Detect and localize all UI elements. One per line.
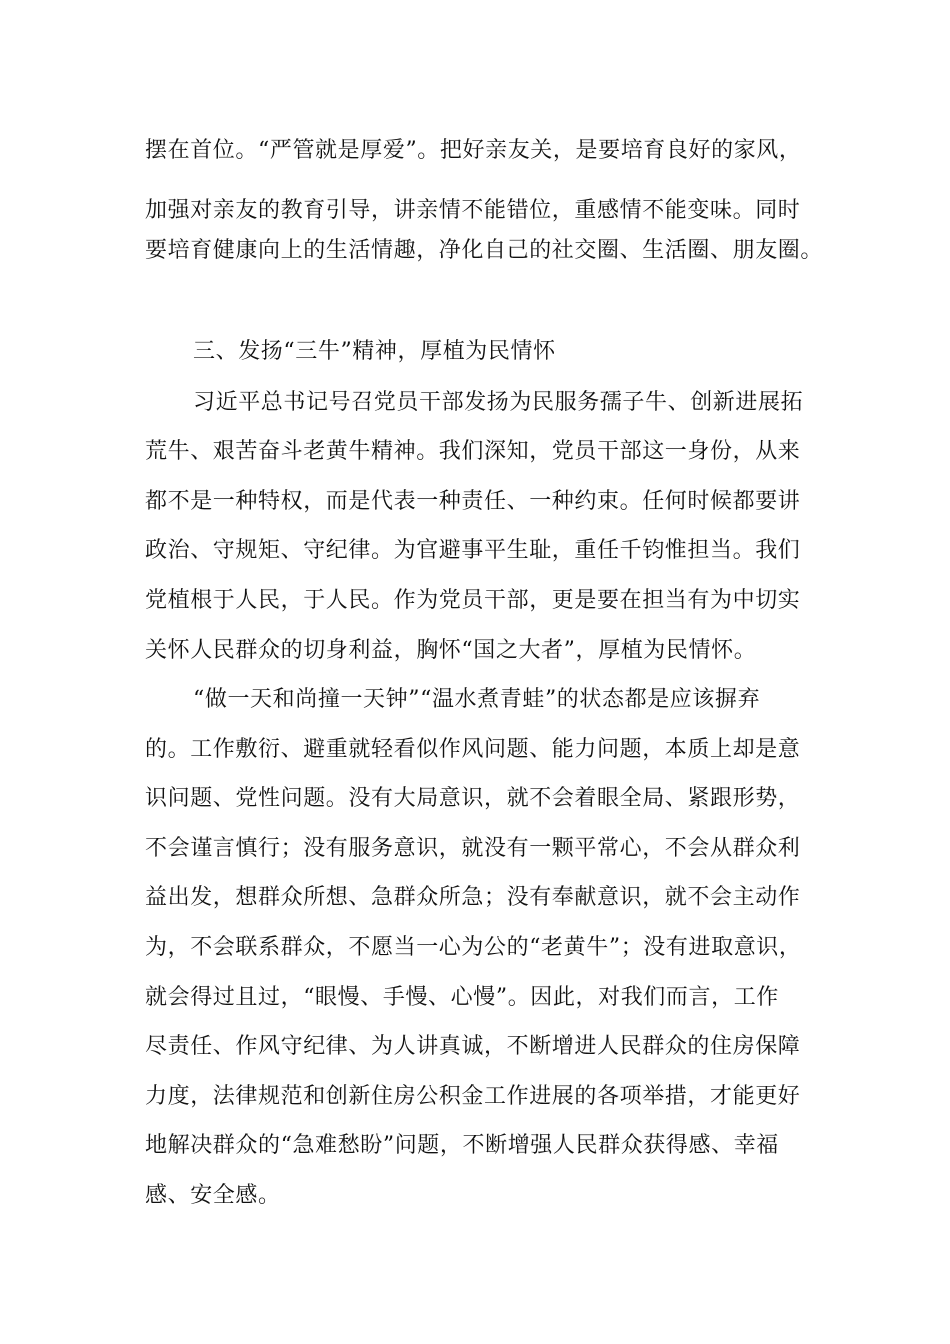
paragraph-line: 要培育健康向上的生活情趣，净化自己的社交圈、生活圈、朋友圈。 <box>145 238 824 263</box>
paragraph-line: 就会得过且过，“眼慢、手慢、心慢”。因此，对我们而言，工作 <box>145 985 779 1010</box>
paragraph-line: 习近平总书记号召党员干部发扬为民服务孺子牛、创新进展拓 <box>193 390 804 415</box>
paragraph-line: 感、安全感。 <box>145 1183 281 1208</box>
paragraph-line: “做一天和尚撞一天钟”“温水煮青蛙”的状态都是应该摒弃 <box>193 687 761 712</box>
paragraph-line: 地解决群众的“急难愁盼”问题，不断增强人民群众获得感、幸福 <box>145 1133 779 1158</box>
paragraph-line: 的。工作敷衍、避重就轻看似作风问题、能力问题，本质上却是意 <box>145 737 801 762</box>
section-heading: 三、发扬“三牛”精神，厚植为民情怀 <box>193 339 556 364</box>
paragraph-line: 党植根于人民，于人民。作为党员干部，更是要在担当有为中切实 <box>145 588 801 613</box>
paragraph-line: 都不是一种特权，而是代表一种责任、一种约束。任何时候都要讲 <box>145 489 801 514</box>
paragraph-line: 力度，法律规范和创新住房公积金工作进展的各项举措，才能更好 <box>145 1084 801 1109</box>
paragraph-line: 识问题、党性问题。没有大局意识，就不会着眼全局、紧跟形势， <box>145 786 801 811</box>
paragraph-line: 尽责任、作风守纪律、为人讲真诚，不断增进人民群众的住房保障 <box>145 1034 801 1059</box>
paragraph-line: 加强对亲友的教育引导，讲亲情不能错位，重感情不能变味。同时 <box>145 198 801 223</box>
paragraph-line: 政治、守规矩、守纪律。为官避事平生耻，重任千钧惟担当。我们 <box>145 538 801 563</box>
paragraph-line: 不会谨言慎行；没有服务意识，就没有一颗平常心，不会从群众利 <box>145 836 801 861</box>
paragraph-line: 关怀人民群众的切身利益，胸怀“国之大者”，厚植为民情怀。 <box>145 638 757 663</box>
paragraph-line: 摆在首位。“严管就是厚爱”。把好亲友关，是要培育良好的家风， <box>145 138 802 163</box>
paragraph-line: 益出发，想群众所想、急群众所急；没有奉献意识，就不会主动作 <box>145 885 801 910</box>
paragraph-line: 为，不会联系群众，不愿当一心为公的“老黄牛”；没有进取意识， <box>145 935 802 960</box>
paragraph-line: 荒牛、艰苦奋斗老黄牛精神。我们深知，党员干部这一身份，从来 <box>145 439 801 464</box>
